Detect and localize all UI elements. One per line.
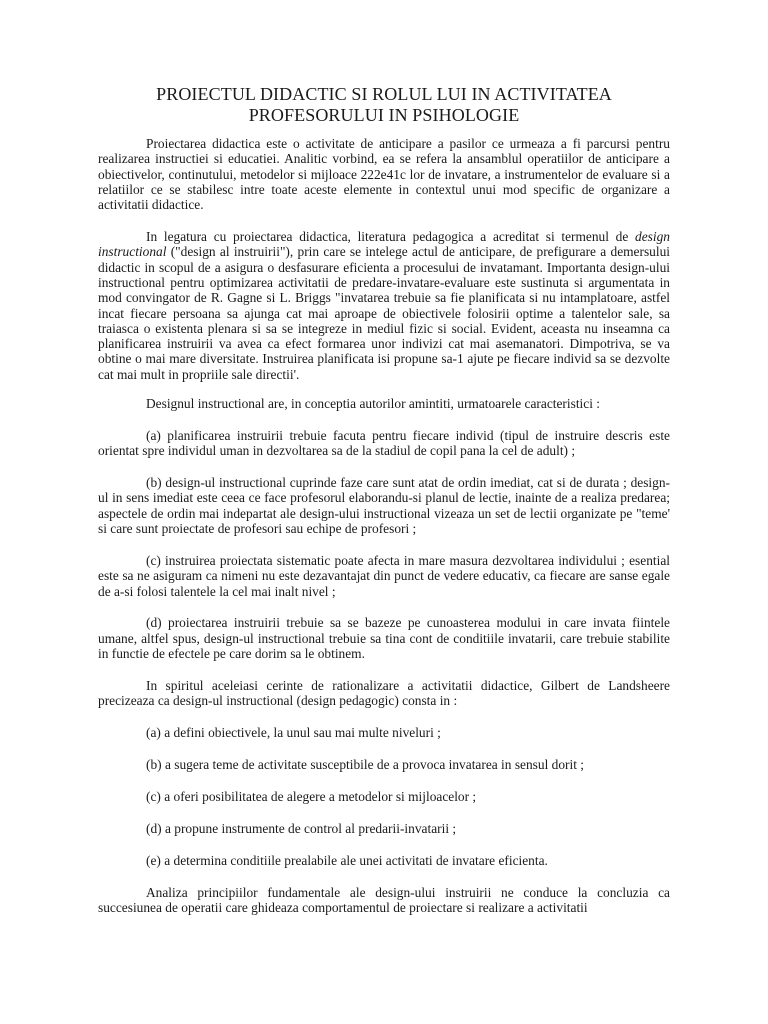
paragraph-5: (b) design-ul instructional cuprinde faze care sunt atat de ordin imediat, cat si de durata ; design-ul in sens imediat este ceea ce face profesorul elaborandu-si planul de lectie, inainte de a realiza predarea; aspectele de ordin mai indepartat ale design-ului instructional vizeaza un set de lectii organizate pe "teme' si care sunt proiectate de profesori sau echipe de profesori ; [98,475,670,537]
paragraph-8: In spiritul aceleiasi cerinte de rationalizare a activitatii didactice, Gilbert de Landsheere precizeaza ca design-ul instructional (design pedagogic) consta in : [98,677,670,709]
paragraph-last: Analiza principiilor fundamentale ale design-ului instruirii ne conduce la concluzia ca succesiunea de operatii care ghideaza comportamentul de proiectare si realizare a activitatii [98,884,670,915]
paragraph-3: Designul instructional are, in conceptia autorilor amintiti, urmatoarele caracteristici : [146,396,600,412]
paragraph-4: (a) planificarea instruirii trebuie facuta pentru fiecare individ (tipul de instruire descris este orientat spre individul uman in dezvoltarea sa de la stadiul de copil pana la cel de adult) ; [98,427,670,459]
paragraph-1: Proiectarea didactica este o activitate de anticipare a pasilor ce urmeaza a fi parcursi pentru realizarea instructiei si educatiei. Analitic vorbind, ea se refera la ansamblul operatiilor de anticipare a obiectivelor, continutului, metodelor si mijloace 222e41c lor de invatare, a instrumentelor de evaluare si a relatiilor ce se stabilesc intre toate aceste elemente in contextul unui mod specific de organizare a activitatii didactice. [98,136,670,213]
title-line-2: PROFESORULUI IN PSIHOLOGIE [248,105,520,125]
list-item-e: (e) a determina conditiile prealabile ale unei activitati de invatare eficienta. [146,852,548,868]
list-item-c: (c) a oferi posibilitatea de alegere a metodelor si mijloacelor ; [146,788,477,804]
paragraph-2 [98,229,670,382]
paragraph-2-start: In legatura cu proiectarea didactica, literatura pedagogica a acreditat si termenul de [146,229,636,245]
paragraph-6: (c) instruirea proiectata sistematic poate afecta in mare masura dezvoltarea individului ; esential este sa ne asiguram ca nimeni nu este dezavantajat din punct de vedere educativ, ca fiecare are sanse egale de a-si folosi talentele la cel mai inalt nivel ; [98,552,670,599]
list-item-d: (d) a propune instrumente de control al predarii-invatarii ; [146,820,457,836]
paragraph-2-italic-term: design instructional [98,229,670,260]
list-item-a: (a) a defini obiectivele, la unul sau mai multe niveluri ; [146,725,441,741]
paragraph-7: (d) proiectarea instruirii trebuie sa se bazeze pe cunoasterea modului in care invata fiintele umane, altfel spus, design-ul instructional trebuie sa tina cont de conditiile invatarii, care trebuie stabilite in functie de efectele pe care dorim sa le obtinem. [98,615,670,661]
title-line-1: PROIECTUL DIDACTIC SI ROLUL LUI IN ACTIVITATEA [156,84,612,104]
list-item-b: (b) a sugera teme de activitate susceptibile de a provoca invatarea in sensul dorit ; [146,756,585,772]
document-title [98,84,670,126]
paragraph-2-rest: ("design al instruirii"), prin care se intelege actul de anticipare, de prefigurare a demersului didactic in scopul de a asigura o desfasurare eficienta a procesului de invatamant. Importanta design-ului instructional pentru optimizarea activitatii de predare-invatare-evaluare este sustinuta si argumentata in mod convingator de R. Gagne si L. Briggs "invatarea trebuie sa fie planificata si nu intamplatoare, astfel incat fiecare persoana sa ajunga cat mai aproape de obiectivele folosirii optime a talentelor sale, sa traiasca o existenta plenara si sa se integreze in mediul fizic si social. Evident, aceasta nu inseamna ca planificarea instruirii va avea ca efect formarea unor indivizi cat mai asemanatori. Dimpotriva, se va obtine o mai mare diversitate. Instruirea planificata isi propune sa-1 ajute pe fiecare individ sa se dezvolte cat mai mult in propriile sale directii'. [98,244,670,382]
